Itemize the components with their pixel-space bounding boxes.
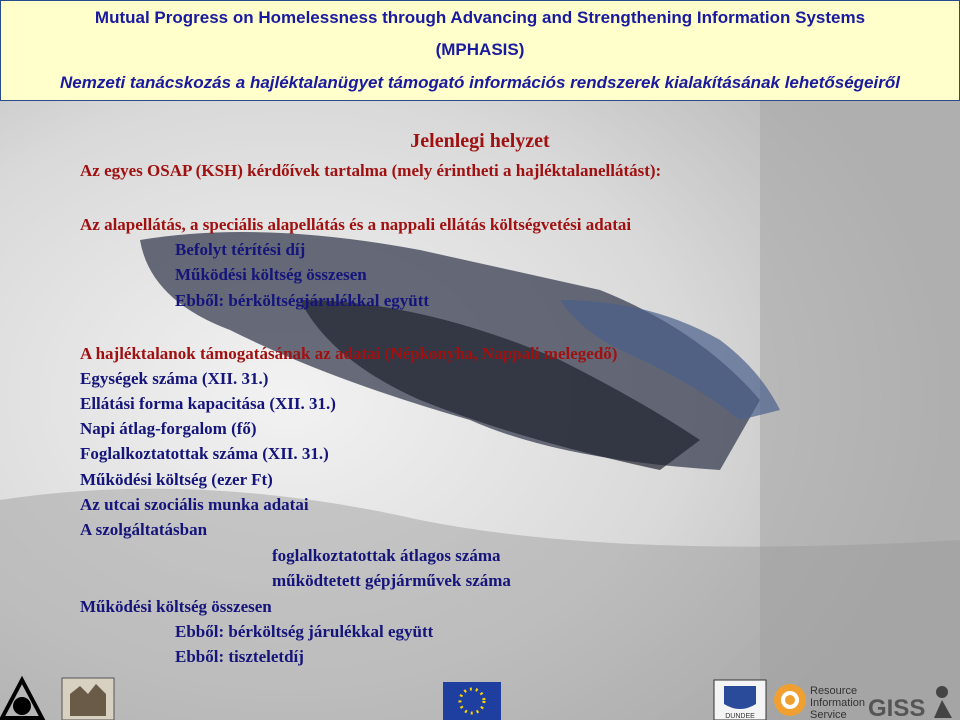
section2-item: Egységek száma (XII. 31.) <box>80 369 269 388</box>
section2-item: Napi átlag-forgalom (fő) <box>80 419 257 438</box>
section2-item: Foglalkoztatottak száma (XII. 31.) <box>80 444 329 463</box>
ris-line1: Resource <box>810 685 858 697</box>
giss-figure-icon <box>934 686 952 718</box>
triangle-logo-icon <box>2 680 42 718</box>
header-line-1: Mutual Progress on Homelessness through Advancing and Strengthening Information Systems <box>94 8 866 27</box>
section2-sub-item: működtetett gépjárművek száma <box>272 571 511 590</box>
intro-text: Az egyes OSAP (KSH) kérdőívek tartalma (mely érintheti a hajléktalanellátást): <box>80 161 662 180</box>
dundee-logo-icon <box>714 680 766 720</box>
section2-sub-item: foglalkoztatottak átlagos száma <box>272 546 501 565</box>
section1-item: Működési költség összesen <box>175 265 367 284</box>
ris-logo-icon <box>774 684 806 716</box>
header-line-3: Nemzeti tanácskozás a hajléktalanügyet támogató információs rendszerek kialakításának lehetőségeiről <box>60 73 900 92</box>
ris-line3: Service <box>810 709 847 720</box>
section1-item: Ebből: bérköltségjárulékkal együtt <box>175 291 430 310</box>
slide-title: Jelenlegi helyzet <box>410 130 550 152</box>
section2-item: Az utcai szociális munka adatai <box>80 495 309 514</box>
section2-heading: A hajléktalanok támogatásának az adatai (Népkonyha, Nappali melegedő) <box>80 344 618 363</box>
section2-item: Működési költség (ezer Ft) <box>80 470 273 489</box>
eu-flag-icon <box>443 682 501 720</box>
ris-line2: Information <box>810 697 866 709</box>
dundee-label: DUNDEE <box>725 713 755 720</box>
section1-heading: Az alapellátás, a speciális alapellátás és a nappali ellátás költségvetési adatai <box>80 215 632 234</box>
footer-logos <box>0 672 960 720</box>
cost-total: Működési költség összesen <box>80 597 272 616</box>
section1-item: Befolyt térítési díj <box>175 240 306 259</box>
section2-item: Ellátási forma kapacitása (XII. 31.) <box>80 394 336 413</box>
cost-sub-item: Ebből: bérköltség járulékkal együtt <box>175 622 434 641</box>
giss-logo-text: GISS <box>868 695 926 720</box>
section2-item: A szolgáltatásban <box>80 520 208 539</box>
crest-logo-icon <box>62 678 114 720</box>
header-line-2: (MPHASIS) <box>435 40 525 59</box>
cost-sub-item: Ebből: tiszteletdíj <box>175 647 304 666</box>
